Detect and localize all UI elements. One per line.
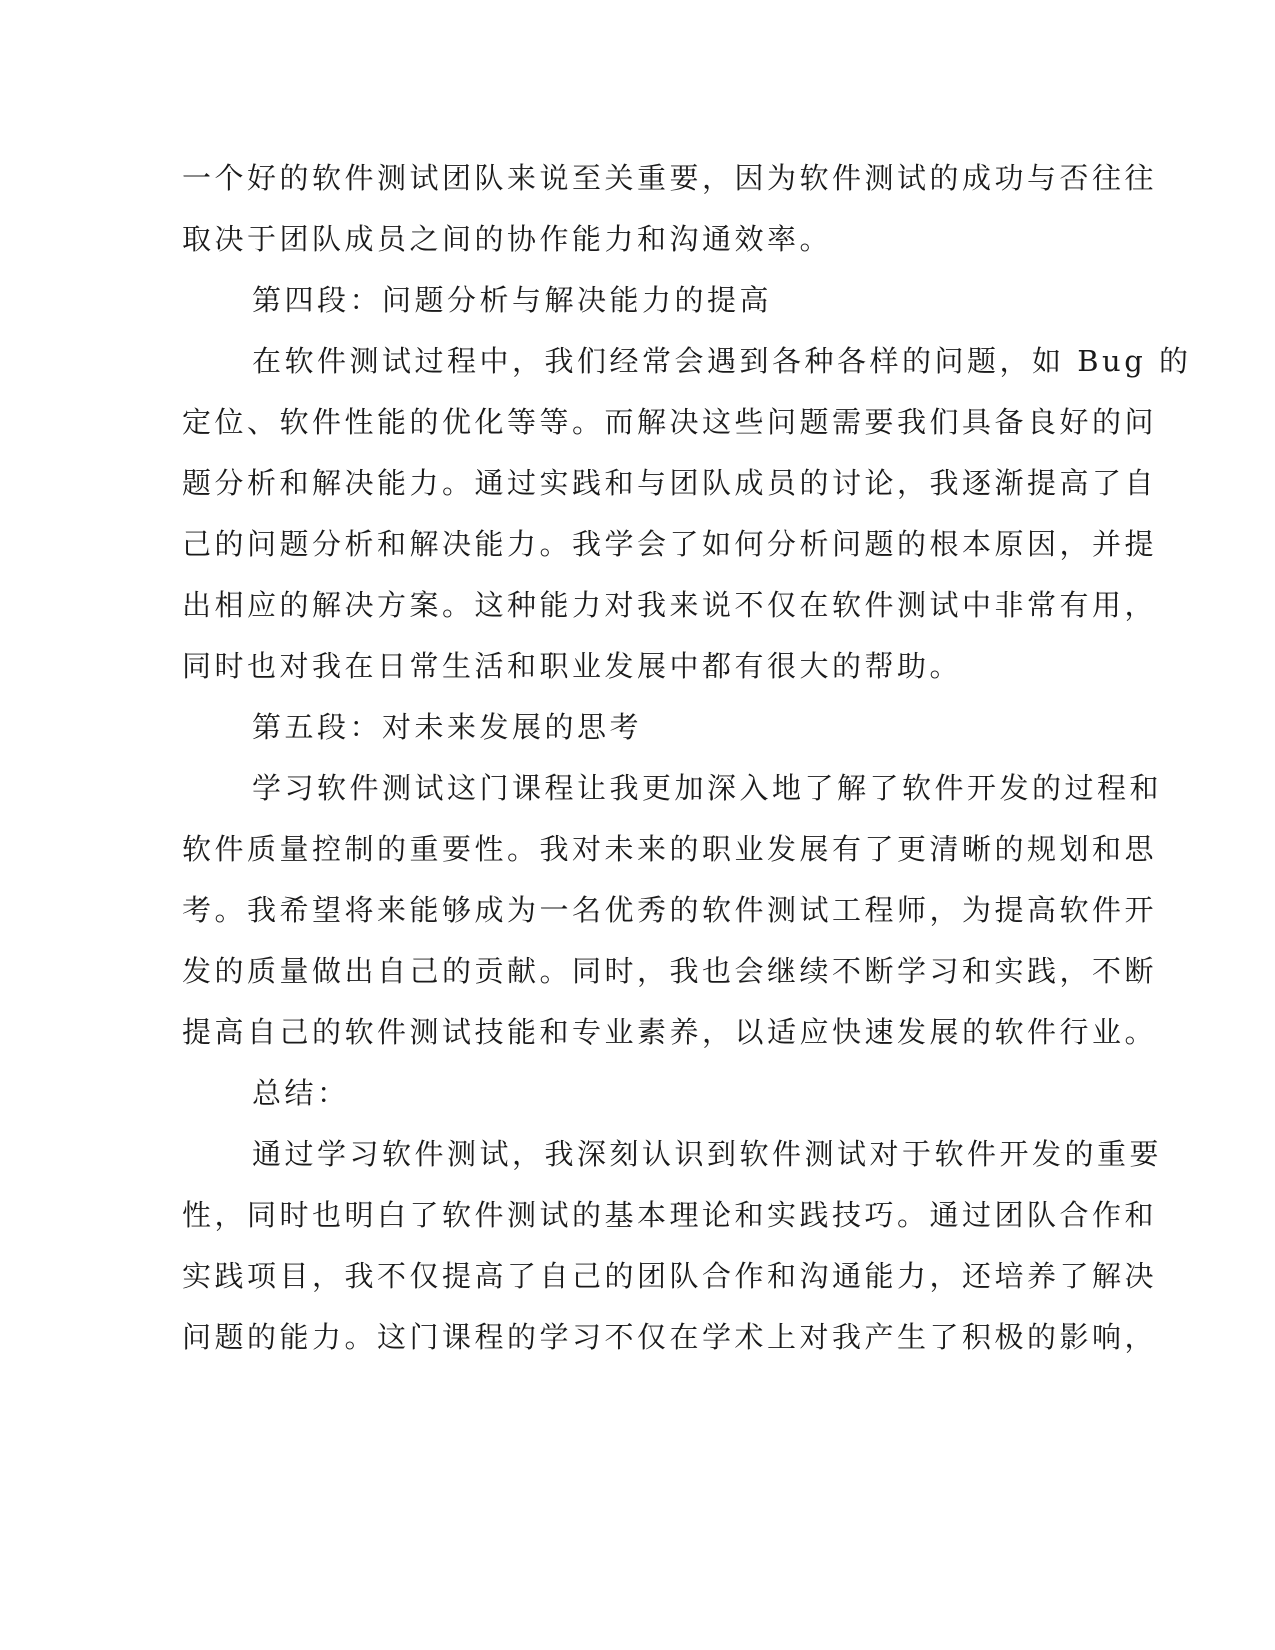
summary-heading: 总结： bbox=[252, 1076, 350, 1110]
paragraph-first-line: 在软件测试过程中，我们经常会遇到各种各样的问题，如 Bug 的 bbox=[252, 344, 1192, 378]
text-line: 出相应的解决方案。这种能力对我来说不仅在软件测试中非常有用， bbox=[182, 588, 1158, 622]
text-line: 一个好的软件测试团队来说至关重要，因为软件测试的成功与否往往 bbox=[182, 161, 1158, 195]
text-line: 性，同时也明白了软件测试的基本理论和实践技巧。通过团队合作和 bbox=[182, 1198, 1158, 1232]
text-line: 软件质量控制的重要性。我对未来的职业发展有了更清晰的规划和思 bbox=[182, 832, 1158, 866]
text-line: 问题的能力。这门课程的学习不仅在学术上对我产生了积极的影响， bbox=[182, 1320, 1158, 1354]
text-line: 发的质量做出自己的贡献。同时，我也会继续不断学习和实践，不断 bbox=[182, 954, 1158, 988]
text-line: 题分析和解决能力。通过实践和与团队成员的讨论，我逐渐提高了自 bbox=[182, 466, 1158, 500]
text-line: 同时也对我在日常生活和职业发展中都有很大的帮助。 bbox=[182, 649, 963, 683]
text-line: 提高自己的软件测试技能和专业素养，以适应快速发展的软件行业。 bbox=[182, 1015, 1158, 1049]
paragraph-first-line: 通过学习软件测试，我深刻认识到软件测试对于软件开发的重要 bbox=[252, 1137, 1163, 1171]
text-line: 定位、软件性能的优化等等。而解决这些问题需要我们具备良好的问 bbox=[182, 405, 1158, 439]
text-line: 取决于团队成员之间的协作能力和沟通效率。 bbox=[182, 222, 833, 256]
document-body bbox=[182, 148, 1192, 1368]
text-line: 考。我希望将来能够成为一名优秀的软件测试工程师，为提高软件开 bbox=[182, 893, 1158, 927]
section-heading-5: 第五段：对未来发展的思考 bbox=[252, 710, 643, 744]
section-heading-4: 第四段：问题分析与解决能力的提高 bbox=[252, 283, 773, 317]
text-line: 己的问题分析和解决能力。我学会了如何分析问题的根本原因，并提 bbox=[182, 527, 1158, 561]
paragraph-first-line: 学习软件测试这门课程让我更加深入地了解了软件开发的过程和 bbox=[252, 771, 1163, 805]
text-line: 实践项目，我不仅提高了自己的团队合作和沟通能力，还培养了解决 bbox=[182, 1259, 1158, 1293]
